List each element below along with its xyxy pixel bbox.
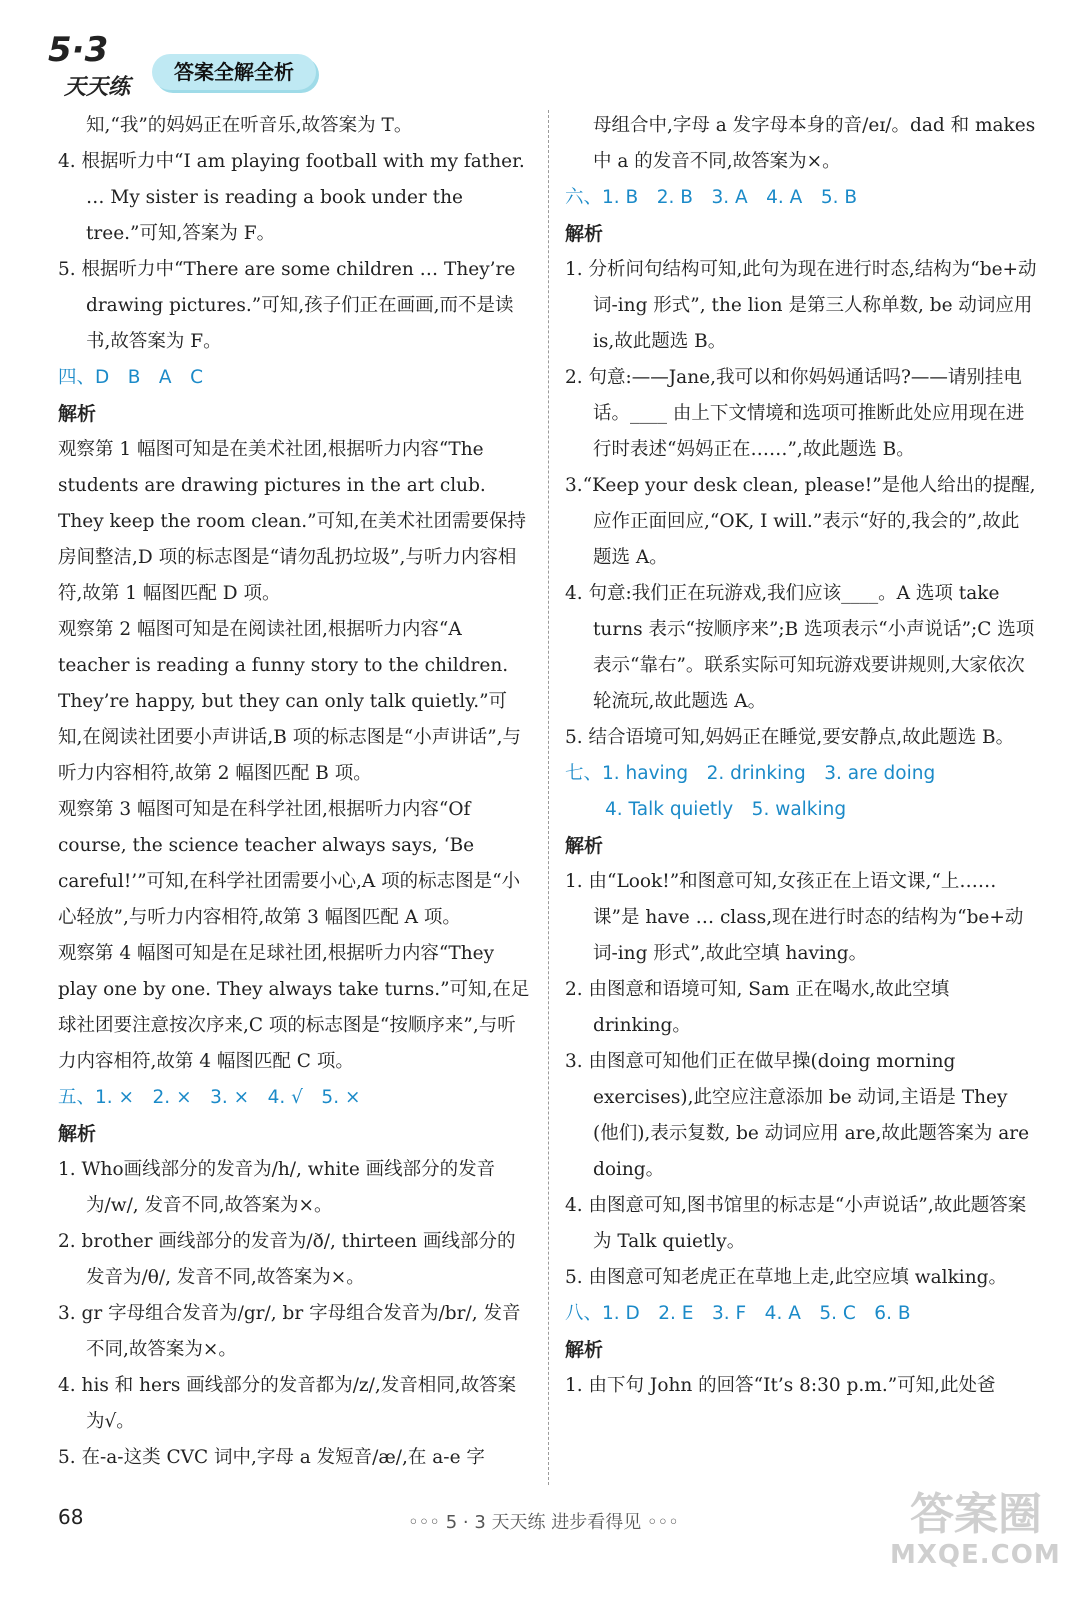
watermark — [880, 1478, 1070, 1590]
paragraph: 4. 句意:我们正在玩游戏,我们应该____。A 选项 take turns 表示“按顺序来”;B 选项表示“小声说话”;C 选项表示“靠右”。联系实际可知玩游戏要讲规则,大家依次轮流玩,故此题选 A。 — [565, 583, 1035, 712]
page-number: 68 — [58, 1505, 84, 1529]
paragraph: 4. 由图意可知,图书馆里的标志是“小声说话”,故此题答案为 Talk quietly。 — [565, 1195, 1027, 1252]
paragraph: 母组合中,字母 a 发字母本身的音/eɪ/。dad 和 makes 中 a 的发音不同,故答案为×。 — [593, 115, 1036, 172]
watermark-top: 答案圈 — [910, 1489, 1042, 1540]
footer-slogan: ◦◦◦ 5 · 3 天天练 进步看得见 ◦◦◦ — [408, 1512, 679, 1533]
section-label: 解析 — [565, 835, 604, 857]
answer-badge: 答案全解全析 — [152, 54, 316, 90]
answer-line: 八、1. D 2. E 3. F 4. A 5. C 6. B — [565, 1303, 911, 1324]
paragraph: 2. 句意:——Jane,我可以和你妈妈通话吗?——请别挂电话。____ 由上下文情境和选项可推断此处应用现在进行时表述“妈妈正在……”,故此题选 B。 — [565, 367, 1025, 460]
paragraph: 5. 在-a-这类 CVC 词中,字母 a 发短音/æ/,在 a-e 字 — [58, 1447, 485, 1468]
paragraph: 2. brother 画线部分的发音为/ð/, thirteen 画线部分的发音为/θ/, 发音不同,故答案为×。 — [58, 1231, 516, 1288]
logo-number: 5·3 — [48, 30, 109, 70]
section-label: 解析 — [565, 1339, 604, 1361]
right-column — [565, 108, 1037, 1404]
paragraph: 4. his 和 hers 画线部分的发音都为/z/,发音相同,故答案为√。 — [58, 1375, 517, 1432]
paragraph: 5. 由图意可知老虎正在草地上走,此空应填 walking。 — [565, 1267, 1007, 1288]
paragraph: 观察第 2 幅图可知是在阅读社团,根据听力内容“A teacher is reading a funny story to the children. They’re happy, but they can only talk quietly.”可知,在阅读社团要小声讲话,B 项的标志图是“小声讲话”,与听力内容相符,故第 2 幅图匹配 B 项。 — [58, 619, 522, 784]
paragraph: 1. Who画线部分的发音为/h/, white 画线部分的发音为/w/, 发音不同,故答案为×。 — [58, 1159, 496, 1216]
paragraph: 2. 由图意和语境可知, Sam 正在喝水,故此空填 drinking。 — [565, 979, 950, 1036]
section-label: 解析 — [58, 403, 97, 425]
paragraph: 1. 分析问句结构可知,此句为现在进行时态,结构为“be+动词-ing 形式”, the lion 是第三人称单数, be 动词应用 is,故此题选 B。 — [565, 259, 1037, 352]
answer-line: 五、1. × 2. × 3. × 4. √ 5. × — [58, 1087, 361, 1108]
paragraph: 1. 由下句 John 的回答“It’s 8:30 p.m.”可知,此处爸 — [565, 1375, 996, 1396]
paragraph: 观察第 3 幅图可知是在科学社团,根据听力内容“Of course, the science teacher always says, ‘Be careful!’”可知,在科学社团需要小心,A 项的标志图是“小心轻放”,与听力内容相符,故第 3 幅图匹配 A 项。 — [58, 799, 521, 928]
watermark-bottom: MXQE.COM — [890, 1540, 1061, 1570]
paragraph: 4. 根据听力中“I am playing football with my father. … My sister is reading a book under the tree.”可知,答案为 F。 — [58, 151, 525, 244]
answer-line: 六、1. B 2. B 3. A 4. A 5. B — [565, 187, 858, 208]
paragraph: 5. 根据听力中“There are some children … They’re drawing pictures.”可知,孩子们正在画画,而不是读书,故答案为 F。 — [58, 259, 516, 352]
paragraph: 5. 结合语境可知,妈妈正在睡觉,要安静点,故此题选 B。 — [565, 727, 1015, 748]
section-label: 解析 — [565, 223, 604, 245]
column-divider — [548, 110, 549, 1485]
answer-line: 四、D B A C — [58, 367, 204, 388]
paragraph: 观察第 1 幅图可知是在美术社团,根据听力内容“The students are drawing pictures in the art club. They keep the room clean.”可知,在美术社团需要保持房间整洁,D 项的标志图是“请勿乱扔垃圾”,与听力内容相符,故第 1 幅图匹配 D 项。 — [58, 439, 526, 604]
paragraph: 知,“我”的妈妈正在听音乐,故答案为 T。 — [86, 115, 413, 136]
left-column — [58, 108, 530, 1476]
logo — [40, 28, 150, 108]
page-header — [40, 28, 440, 108]
answer-line: 4. Talk quietly 5. walking — [605, 799, 847, 820]
paragraph: 3. gr 字母组合发音为/gr/, br 字母组合发音为/br/, 发音不同,故答案为×。 — [58, 1303, 521, 1360]
paragraph: 观察第 4 幅图可知是在足球社团,根据听力内容“They play one by one. They always take turns.”可知,在足球社团要注意按次序来,C 项的标志图是“按顺序来”,与听力内容相符,故第 4 幅图匹配 C 项。 — [58, 943, 530, 1072]
paragraph: 3. 由图意可知他们正在做早操(doing morning exercises),此空应注意添加 be 动词,主语是 They (他们),表示复数, be 动词应用 are,故此题答案为 are doing。 — [565, 1051, 1030, 1180]
paragraph: 3.“Keep your desk clean, please!”是他人给出的提醒,应作正面回应,“OK, I will.”表示“好的,我会的”,故此题选 A。 — [565, 475, 1036, 568]
answer-line: 七、1. having 2. drinking 3. are doing — [565, 763, 936, 784]
logo-text: 天天练 — [64, 75, 131, 100]
paragraph: 1. 由“Look!”和图意可知,女孩正在上语文课,“上……课”是 have … class,现在进行时态的结构为“be+动词-ing 形式”,故此空填 having。 — [565, 871, 1024, 964]
section-label: 解析 — [58, 1123, 97, 1145]
